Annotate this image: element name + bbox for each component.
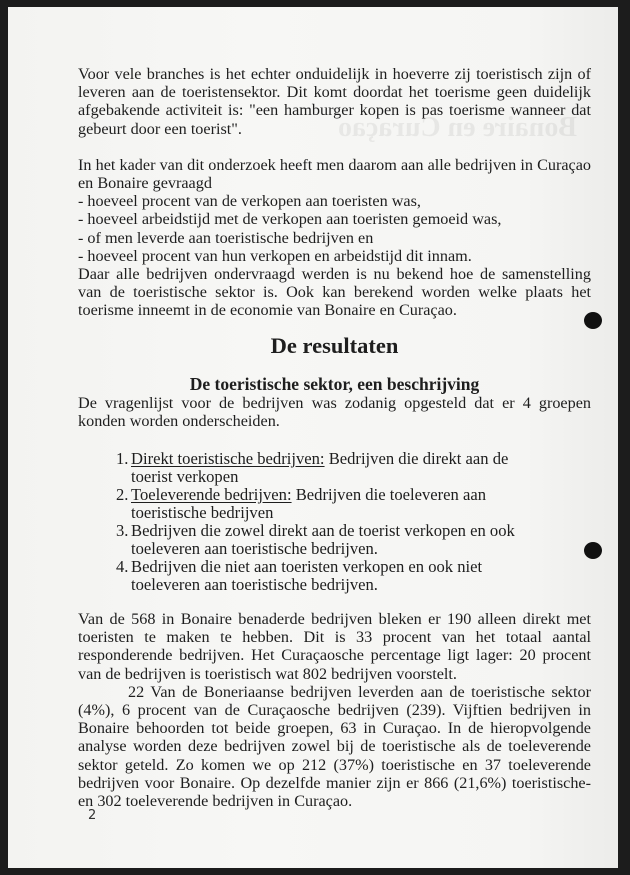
list-number: 2. xyxy=(116,485,129,505)
subsection-heading: De toeristische sektor, een beschrijving xyxy=(189,373,480,394)
results-paragraph: 22 Van de Boneriaanse bedrijven leverden aan de toeristische sektor (4%), 6 procent van de Curaçaosche bedrijven (239). Vijftien bedrijven in Bonaire behoorden tot beide groepen, 63 in Curaçao. In de hieropvolgende analyse worden deze bedrijven zowel bij de toeristische als de toeleverende sektor geteld. Zo komen we op 212 (37%) toeristische en 37 toeleverende bedrijven voor Bonaire. Op dezelfde manier zijn er 866 (21,6%) toeristische- en 302 toeleverende bedrijven in Curaçao. xyxy=(78,682,591,811)
results-paragraph: Van de 568 in Bonaire benaderde bedrijven bleken er 190 alleen direkt met toeristen te maken te hebben. Dit is 33 procent van het totaal aantal responderende bedrijven. Het Curaçaosche percentage ligt lager: 20 procent van de bedrijven is toeristisch wat 802 bedrijven voorstelt. xyxy=(78,610,591,683)
list-item xyxy=(116,450,526,485)
list-item: - hoeveel procent van hun verkopen en arbeidstijd dit innam. xyxy=(78,246,472,265)
list-number: 3. xyxy=(116,521,129,541)
list-number: 1. xyxy=(116,449,129,469)
groups-intro-paragraph: De vragenlijst voor de bedrijven was zodanig opgesteld dat er 4 groepen konden worden onderscheiden. xyxy=(78,393,591,430)
scanned-page xyxy=(8,7,618,868)
page-number: 2 xyxy=(88,808,97,823)
intro-paragraph: Voor vele branches is het echter onduidelijk in hoeverre zij toeristisch zijn of leveren aan de toeristensektor. Dit komt doordat het toerisme geen duidelijk afgebakende activiteit is: "een hamburger kopen is pas toerisme wanneer dat gebeurt door een toerist". xyxy=(78,65,591,138)
group-term: Toeleverende bedrijven: xyxy=(131,485,292,505)
survey-intro-paragraph: In het kader van dit onderzoek heeft men daarom aan alle bedrijven in Curaçao en Bonaire gevraagd xyxy=(78,155,591,193)
groups-list xyxy=(78,450,526,593)
list-item: - hoeveel procent van de verkopen aan toeristen was, xyxy=(78,192,421,211)
group-description: Bedrijven die direkt aan de toerist verkopen xyxy=(131,449,509,486)
composition-paragraph: Daar alle bedrijven ondervraagd werden is nu bekend hoe de samenstelling van de toeristische sektor is. Ook kan berekend worden welke plaats het toerisme inneemt in de economie van Bonaire en Curaçao. xyxy=(78,265,591,320)
section-heading: De resultaten xyxy=(270,332,399,358)
bleed-through-text: Bonaire en Curaçao xyxy=(338,112,578,143)
list-item: - of men leverde aan toeristische bedrijven en xyxy=(78,228,374,247)
list-item xyxy=(116,522,526,557)
list-number: 4. xyxy=(116,557,129,577)
list-item xyxy=(116,558,526,593)
survey-question-list xyxy=(78,192,591,265)
document-body xyxy=(78,65,591,810)
list-item: - hoeveel arbeidstijd met de verkopen aan toeristen gemoeid was, xyxy=(78,210,502,229)
group-description: Bedrijven die niet aan toeristen verkopen en ook niet toeleveren aan toeristische bedrijven. xyxy=(131,557,483,594)
group-description: Bedrijven die zowel direkt aan de toerist verkopen en ook toeleveren aan toeristische bedrijven. xyxy=(131,521,515,558)
group-term: Direkt toeristische bedrijven: xyxy=(131,449,325,469)
list-item xyxy=(116,486,526,521)
group-description: Bedrijven die toeleveren aan toeristische bedrijven xyxy=(131,485,486,522)
